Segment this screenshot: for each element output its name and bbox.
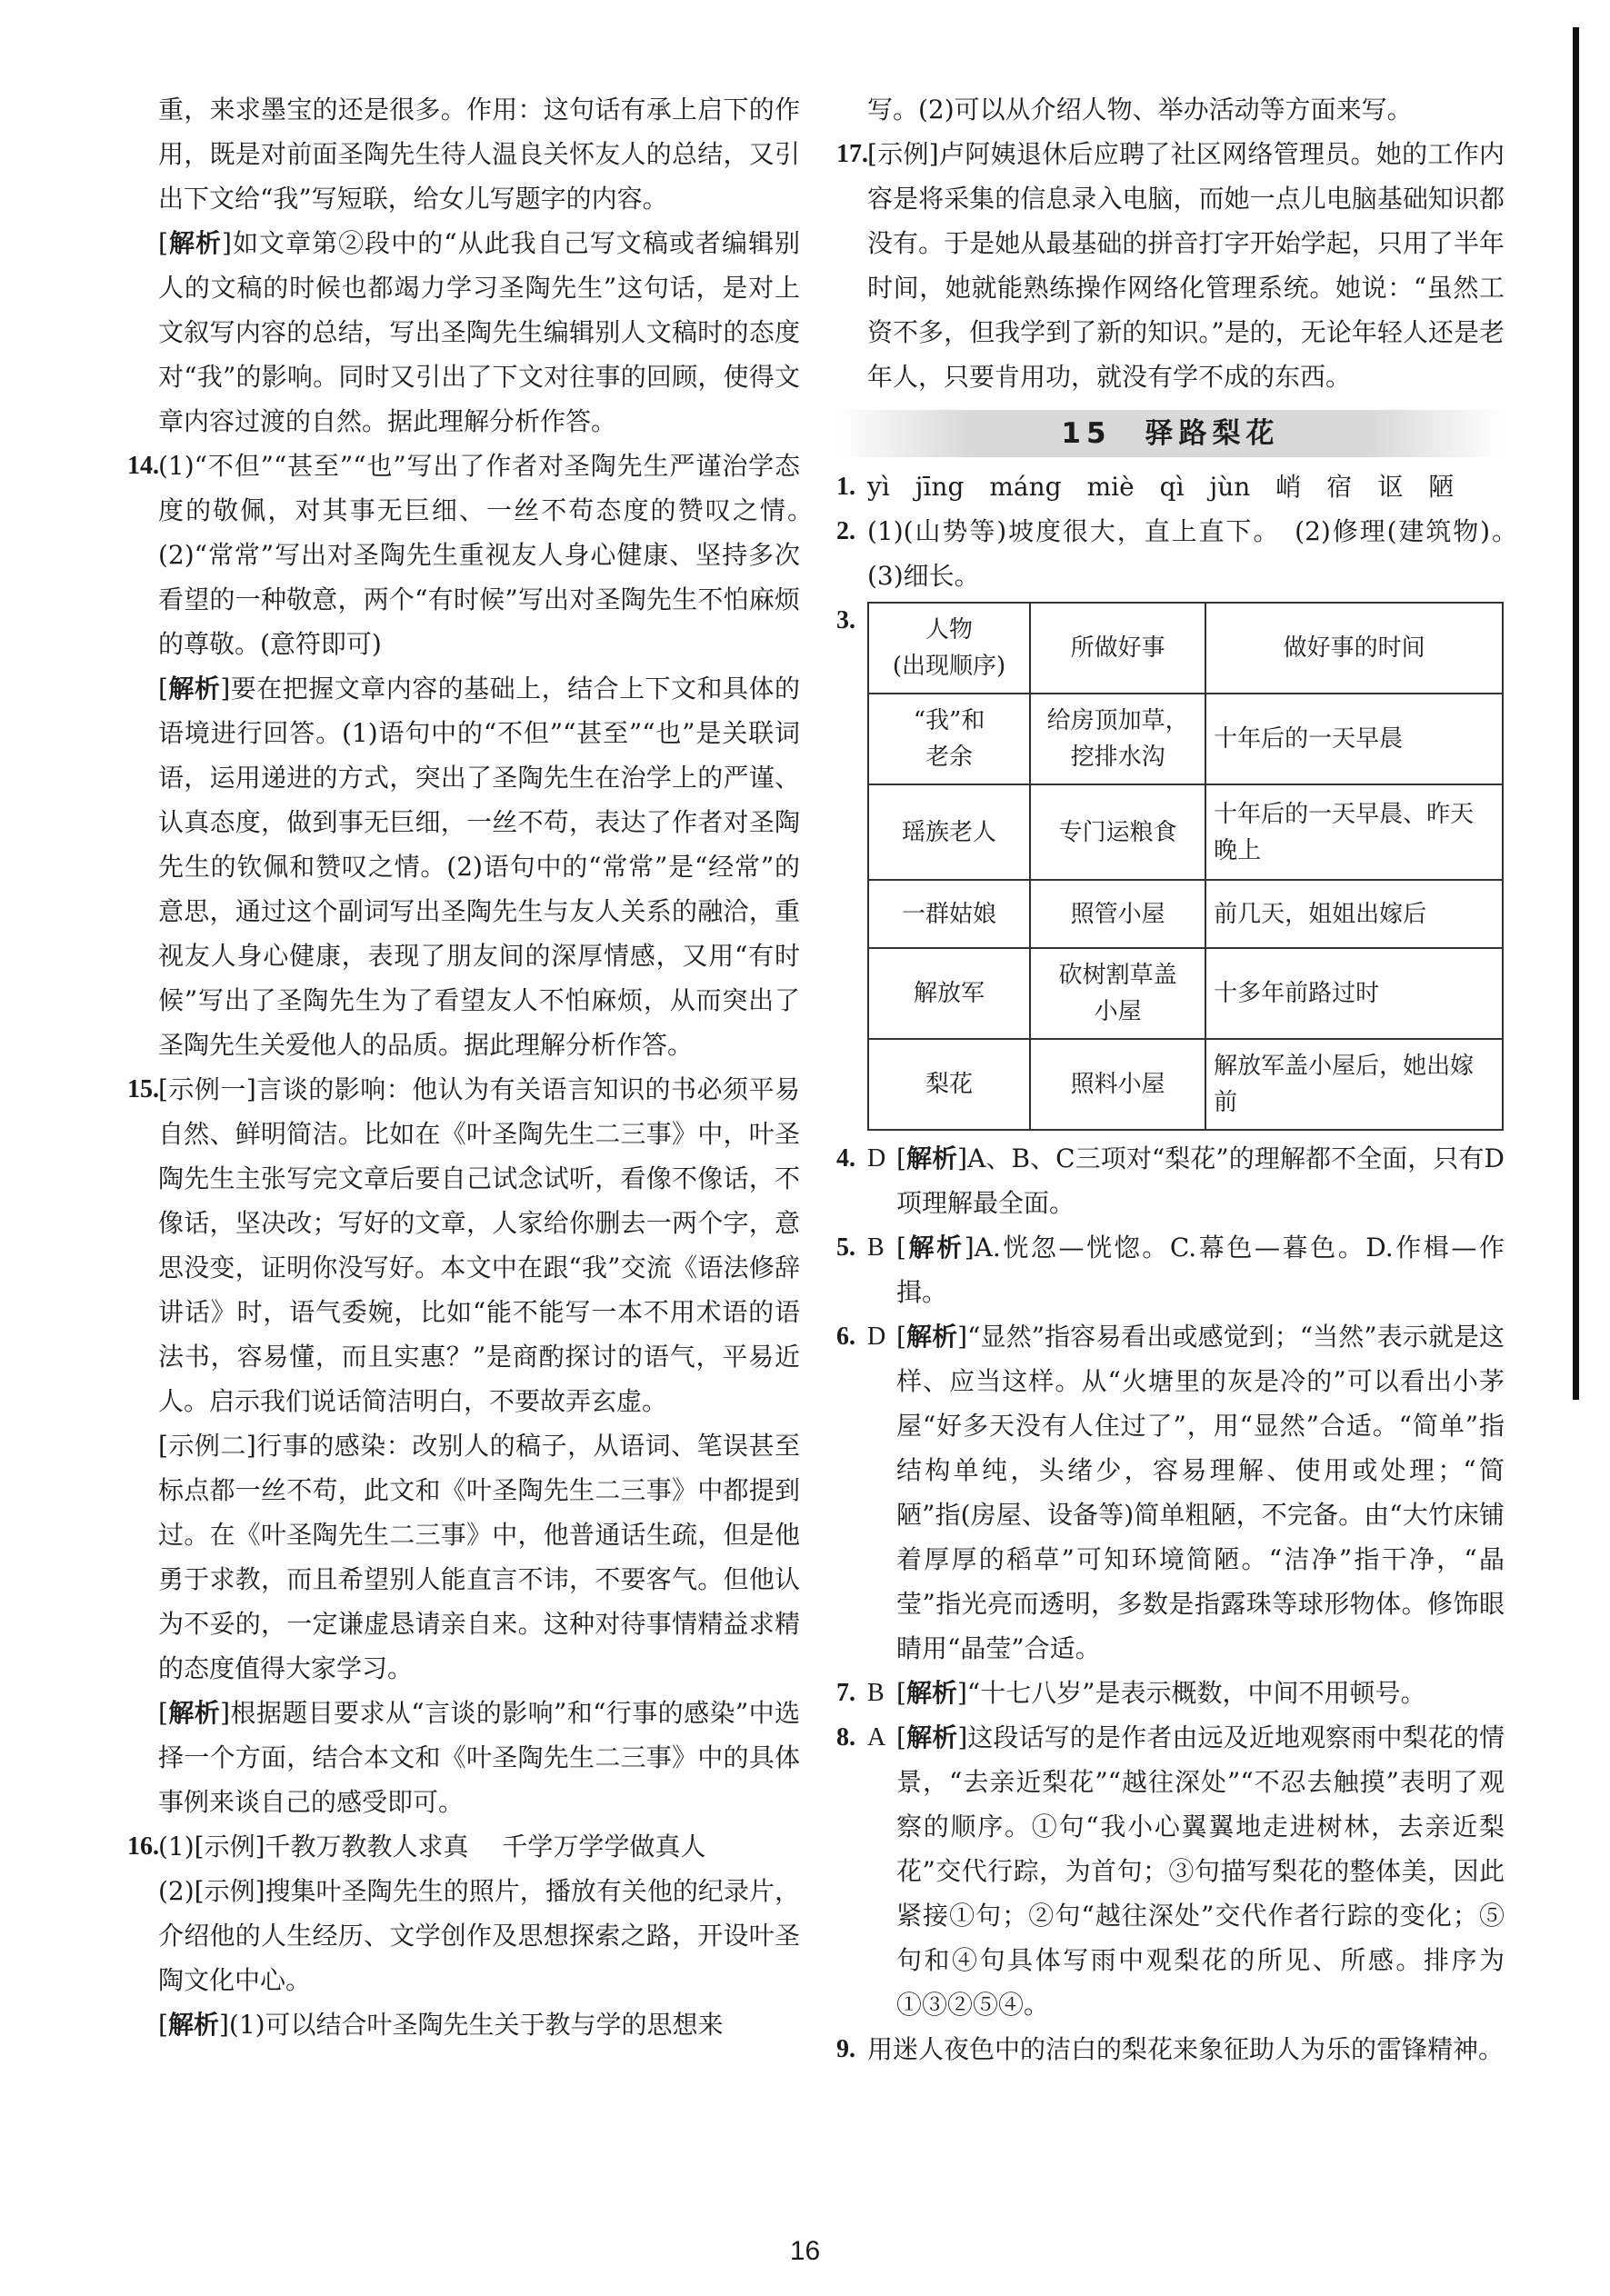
table-header: 做好事的时间 <box>1205 603 1503 694</box>
q7-analysis: [解析]“十七八岁”是表示概数，中间不用顿号。 <box>896 1678 1426 1708</box>
table-row <box>868 880 1503 948</box>
table-cell: 瑶族老人 <box>868 784 1030 880</box>
analysis-tag: 解析 <box>167 228 223 258</box>
q8-choice: A <box>867 1723 886 1752</box>
table-row <box>868 948 1503 1039</box>
q8 <box>836 1715 1505 2027</box>
q14-analysis: [解析]要在把握文章内容的基础上，结合上下文和具体的语境进行回答。(1)语句中的“不但”“甚至”“也”是关联词语，运用递进的方式，突出了圣陶先生在治学上的严谨、认真态度，做到事无巨细，一丝不苟，表达了作者对圣陶先生的钦佩和赞叹之情。(2)语句中的“常常”是“经常”的意思，通过这个副词写出圣陶先生与友人关系的融洽，重视友人身心健康，表现了朋友间的深厚情感，又用“有时候”写出了圣陶先生为了看望友人不怕麻烦，从而突出了圣陶先生关爱他人的品质。据此理解分析作答。 <box>158 674 800 1060</box>
analysis-tag: 解析 <box>167 2010 219 2040</box>
q4-number: 4. <box>836 1144 855 1173</box>
page-edge-bar <box>1573 27 1579 1400</box>
page-number: 16 <box>789 2236 821 2266</box>
q16 <box>127 1824 800 2047</box>
analysis-tag: 解析 <box>167 674 221 704</box>
q4-choice: D <box>867 1144 886 1173</box>
q5 <box>836 1225 1505 1314</box>
table-cell: 一群姑娘 <box>868 880 1030 948</box>
q17 <box>836 132 1505 399</box>
q17-answer: [示例]卢阿姨退休后应聘了社区网络管理员。她的工作内容是将采集的信息录入电脑，而她一点儿电脑基础知识都没有。于是她从最基础的拼音打字开始学起，只用了半年时间，她就能熟练操作网络化管理系统。她说：“虽然工资不多，但我学到了新的知识。”是的，无论年轻人还是老年人，只要肯用功，就没有学不成的东西。 <box>867 139 1505 392</box>
table-cell: 前几天，姐姐出嫁后 <box>1205 880 1503 948</box>
q14 <box>127 444 826 1067</box>
q9-number: 9. <box>836 2035 855 2063</box>
q1-number: 1. <box>836 473 855 501</box>
q16-part-1: (1)[示例]千教万教教人求真 千学万学学做真人 <box>158 1832 706 1862</box>
table-cell: 解放军 <box>868 948 1030 1039</box>
table-cell: 十年后的一天早晨 <box>1205 694 1503 784</box>
table-header-row <box>868 603 1503 694</box>
q6-choice: D <box>867 1323 886 1351</box>
analysis-tag: 解析 <box>167 1698 221 1728</box>
q16-analysis: [解析](1)可以结合叶圣陶先生关于教与学的思想来 <box>158 2010 724 2040</box>
q16-part-2: (2)[示例]搜集叶圣陶先生的照片，播放有关他的纪录片，介绍他的人生经历、文学创作及思想探索之路，开设叶圣陶文化中心。 <box>158 1876 800 1995</box>
q5-choice: B <box>867 1233 885 1262</box>
analysis-tag: 解析 <box>905 1678 957 1708</box>
section-title: 15 驿路梨花 <box>836 410 1505 457</box>
q9-answer: 用迷人夜色中的洁白的梨花来象征助人为乐的雷锋精神。 <box>867 2034 1505 2064</box>
table-row <box>868 784 1503 880</box>
q3 <box>836 598 1505 1136</box>
q6-number: 6. <box>836 1323 855 1351</box>
q16-continued: 写。(2)可以从介绍人物、举办活动等方面来写。 <box>867 95 1413 125</box>
analysis-tag: 解析 <box>905 1143 958 1173</box>
q15 <box>127 1067 800 1824</box>
q6-analysis: [解析]“显然”指容易看出或感觉到；“当然”表示就是这样、应当这样。从“火塘里的灰是冷的”可以看出小茅屋“好多天没有人住过了”，用“显然”合适。“简单”指结构单纯，头绪少，容易理解、使用或处理；“简陋”指(房屋、设备等)简单粗陋，不完备。由“大竹床铺着厚厚的稻草”可知环境简陋。“洁净”指干净，“晶莹”指光亮而透明，多数是指露珠等球形物体。修饰眼睛用“晶莹”合适。 <box>896 1322 1505 1663</box>
left-column <box>127 87 826 2047</box>
q5-number: 5. <box>836 1233 855 1262</box>
table-header: 所做好事 <box>1030 603 1205 694</box>
q8-analysis: [解析]这段话写的是作者由远及近地观察雨中梨花的情景，“去亲近梨花”“越往深处”“不忍去触摸”表明了观察的顺序。①句“我小心翼翼地走进树林，去亲近梨花”交代行踪，为首句；③句描写梨花的整体美，因此紧接①句；②句“越往深处”交代作者行踪的变化；⑤句和④句具体写雨中观梨花的所见、所感。排序为①③②⑤④。 <box>896 1722 1505 2020</box>
q6 <box>836 1314 1505 1671</box>
q7-choice: B <box>867 1679 885 1707</box>
q15-example-two: [示例二]行事的感染：改别人的稿子，从语词、笔误甚至标点都一丝不苟，此文和《叶圣陶先生二三事》中都提到过。在《叶圣陶先生二三事》中，他普通话生疏，但是他勇于求教，而且希望别人能直言不讳，不要客气。但他认为不妥的，一定谦虚恳请亲自来。这种对待事情精益求精的态度值得大家学习。 <box>158 1431 800 1683</box>
q15-example-one: [示例一]言谈的影响：他认为有关语言知识的书必须平易自然、鲜明简洁。比如在《叶圣陶先生二三事》中，叶圣陶先生主张写完文章后要自己试念试听，看像不像话，不像话，坚决改；写好的文章，人家给你删去一两个字，意思没变，证明你没写好。本文中在跟“我”交流《语法修辞讲话》时，语气委婉，比如“能不能写一本不用术语的语法书，容易懂，而且实惠？”是商酌探讨的语气，平易近人。启示我们说话简洁明白，不要故弄玄虚。 <box>158 1074 800 1416</box>
analysis-tag: 解析 <box>905 1322 958 1352</box>
table-cell: 给房顶加草， 挖排水沟 <box>1030 694 1205 784</box>
table-cell: 十多年前路过时 <box>1205 948 1503 1039</box>
q2-answer: (1)(山势等)坡度很大，直上直下。 (2)修理(建筑物)。 (3)细长。 <box>867 516 1531 591</box>
table-cell: 十年后的一天早晨、昨天晚上 <box>1205 784 1503 880</box>
q15-number: 15. <box>127 1075 159 1103</box>
q3-number: 3. <box>836 606 855 634</box>
q2-number: 2. <box>836 517 855 545</box>
table-cell: 梨花 <box>868 1039 1030 1130</box>
q9 <box>836 2027 1505 2071</box>
table-cell: 解放军盖小屋后，她出嫁前 <box>1205 1039 1503 1130</box>
q2 <box>836 509 1531 598</box>
q8-number: 8. <box>836 1723 855 1752</box>
q14-answer: (1)“不但”“甚至”“也”写出了作者对圣陶先生严谨治学态度的敬佩，对其事无巨细、一丝不苟态度的赞叹之情。 (2)“常常”写出对圣陶先生重视友人身心健康、坚持多次看望的一种敬意，两个“有时候”写出对圣陶先生不怕麻烦的尊敬。(意符即可) <box>158 451 826 659</box>
table-cell: 砍树割草盖 小屋 <box>1030 948 1205 1039</box>
q1-answer: yì jīng máng miè qì jùn 峭 宿 讴 陋 <box>867 472 1455 502</box>
table-cell: 照管小屋 <box>1030 880 1205 948</box>
q4-analysis: [解析]A、B、C三项对“梨花”的理解都不全面，只有D项理解最全面。 <box>896 1143 1505 1218</box>
table-cell: 专门运粮食 <box>1030 784 1205 880</box>
analysis-tag: 解析 <box>905 1233 965 1263</box>
q14-number: 14. <box>127 452 159 480</box>
q4 <box>836 1136 1505 1225</box>
right-column <box>836 87 1531 2071</box>
q5-analysis: [解析]A.恍忽—恍惚。C.幕色—暮色。D.作楫—作揖。 <box>896 1233 1505 1307</box>
q16-number: 16. <box>127 1832 159 1861</box>
table-row <box>868 694 1503 784</box>
q1 <box>836 464 1505 509</box>
q7 <box>836 1671 1505 1715</box>
q7-number: 7. <box>836 1679 855 1707</box>
table-cell: “我”和 老余 <box>868 694 1030 784</box>
q15-analysis: [解析]根据题目要求从“言谈的影响”和“行事的感染”中选择一个方面，结合本文和《叶圣陶先生二三事》中的具体事例来谈自己的感受即可。 <box>158 1698 800 1817</box>
q13-analysis: [解析]如文章第②段中的“从此我自己写文稿或者编辑别人的文稿的时候也都竭力学习圣陶先生”这句话，是对上文叙写内容的总结，写出圣陶先生编辑别人文稿时的态度对“我”的影响。同时又引出了下文对往事的回顾，使得文章内容过渡的自然。据此理解分析作答。 <box>158 228 800 436</box>
analysis-tag: 解析 <box>905 1722 958 1752</box>
table-header: 人物 (出现顺序) <box>868 603 1030 694</box>
table-cell: 照料小屋 <box>1030 1039 1205 1130</box>
good-deeds-table <box>867 602 1504 1131</box>
table-row <box>868 1039 1503 1130</box>
q17-number: 17. <box>836 140 868 168</box>
q13-continued: 重，来求墨宝的还是很多。作用：这句话有承上启下的作用，既是对前面圣陶先生待人温良关怀友人的总结，又引出下文给“我”写短联，给女儿写题字的内容。 <box>158 95 800 214</box>
